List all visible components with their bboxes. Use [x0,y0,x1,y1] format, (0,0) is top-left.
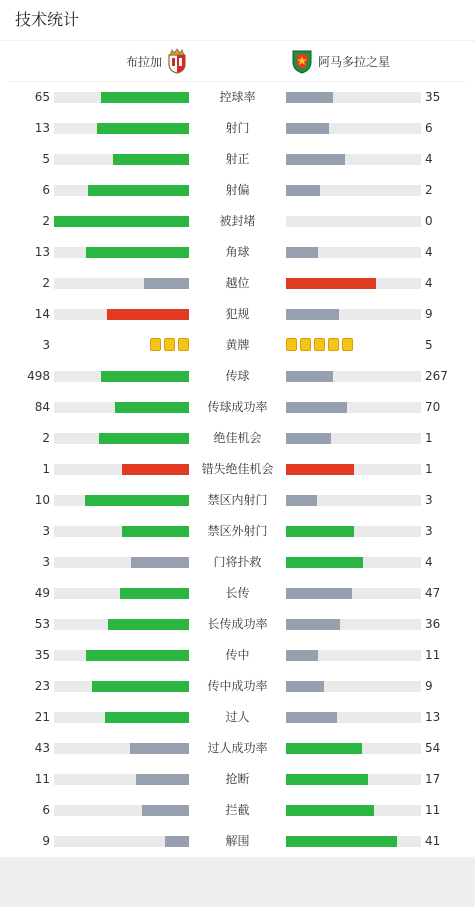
away-value: 2 [425,183,433,197]
home-bar-track [54,619,189,630]
away-team-crest-icon [291,48,313,74]
stat-label: 禁区内射门 [207,493,268,507]
away-bar-track [286,805,421,816]
away-bar-track [286,216,421,227]
home-bar-fill [86,247,189,258]
away-bar-track [286,557,421,568]
home-value: 2 [42,276,50,290]
home-bar-fill [142,805,189,816]
away-value: 6 [425,121,433,135]
stat-row [0,144,475,175]
away-bar-track [286,681,421,692]
away-value: 9 [425,679,433,693]
home-bar-fill [101,92,189,103]
stat-row [0,764,475,795]
home-value: 10 [34,493,50,507]
away-bar-fill [286,185,320,196]
stat-label: 被封堵 [219,214,256,228]
stat-row [0,299,475,330]
home-bar-track [54,402,189,413]
stat-label: 错失绝佳机会 [201,462,274,476]
away-bar-fill [286,123,329,134]
home-bar-track [54,495,189,506]
away-value: 13 [425,710,441,724]
away-value: 4 [425,152,433,166]
yellow-card-icon [286,338,297,351]
stat-row [0,640,475,671]
home-team-crest-icon [166,48,188,74]
home-value: 498 [27,369,50,383]
stat-label: 犯规 [225,307,250,321]
away-bar-fill [286,557,363,568]
home-bar-track [54,247,189,258]
away-bar-track [286,619,421,630]
home-bar-fill [54,216,189,227]
home-value: 84 [34,400,50,414]
away-bar-fill [286,371,333,382]
home-value: 21 [34,710,50,724]
away-bar-track [286,278,421,289]
away-value: 4 [425,276,433,290]
away-bar-fill [286,464,354,475]
away-bar-track [286,743,421,754]
away-bar-track [286,123,421,134]
away-bar-fill [286,650,318,661]
stat-label: 长传 [225,586,250,600]
away-bar-fill [286,309,339,320]
stat-label: 传球成功率 [207,400,268,414]
away-bar-fill [286,247,318,258]
yellow-card-icon [300,338,311,351]
yellow-card-icon [178,338,189,351]
home-value: 5 [42,152,50,166]
away-bar-track [286,402,421,413]
home-bar-fill [120,588,189,599]
home-bar-track [54,774,189,785]
home-bar-track [54,681,189,692]
stat-label: 拦截 [225,803,250,817]
home-bar-fill [122,526,190,537]
home-bar-fill [113,154,189,165]
stat-label: 传中成功率 [207,679,268,693]
away-bar-track [286,185,421,196]
stat-row [0,237,475,268]
home-bar-track [54,371,189,382]
stat-row [0,578,475,609]
home-value: 11 [34,772,50,786]
stat-label: 黄牌 [225,338,250,352]
home-value: 35 [34,648,50,662]
away-bar-fill [286,92,333,103]
home-bar-track [54,92,189,103]
home-bar-fill [108,619,189,630]
home-bar-fill [165,836,189,847]
home-value: 2 [42,214,50,228]
stat-label: 射偏 [225,183,250,197]
yellow-card-icon [150,338,161,351]
away-bar-fill [286,495,317,506]
home-bar-track [54,216,189,227]
yellow-card-icon [328,338,339,351]
home-team[interactable] [126,41,188,81]
away-value: 54 [425,741,441,755]
away-team-name: 阿马多拉之星 [318,54,391,69]
away-value: 267 [425,369,448,383]
away-bar-fill [286,681,324,692]
away-bar-track [286,774,421,785]
away-bar-track [286,495,421,506]
away-value: 1 [425,431,433,445]
stat-label: 禁区外射门 [207,524,268,538]
stat-row [0,733,475,764]
home-value: 1 [42,462,50,476]
away-bar-fill [286,278,376,289]
home-bar-track [54,309,189,320]
home-bar-track [54,464,189,475]
away-bar-fill [286,619,340,630]
yellow-card-icon [342,338,353,351]
home-bar-fill [88,185,189,196]
stat-row [0,268,475,299]
home-bar-track [54,805,189,816]
away-value: 4 [425,245,433,259]
home-bar-track [54,743,189,754]
stat-row [0,826,475,857]
home-bar-track [54,526,189,537]
stat-label: 抢断 [225,772,250,786]
away-value: 35 [425,90,441,104]
home-value: 53 [34,617,50,631]
away-bar-fill [286,588,352,599]
home-bar-fill [86,650,189,661]
home-bar-fill [130,743,189,754]
home-value: 49 [34,586,50,600]
home-value: 65 [34,90,50,104]
away-bar-fill [286,154,345,165]
home-value: 43 [34,741,50,755]
away-bar-track [286,836,421,847]
stat-label: 门将扑救 [213,555,262,569]
page-title: 技术统计 [15,10,80,29]
home-bar-track [54,588,189,599]
away-bar-fill [286,433,331,444]
home-bar-fill [136,774,189,785]
away-value: 70 [425,400,441,414]
home-value: 3 [42,338,50,352]
home-value: 3 [42,524,50,538]
stat-label: 绝佳机会 [213,431,262,445]
stat-row [0,516,475,547]
home-bar-track [54,433,189,444]
stat-label: 传球 [225,369,250,383]
away-bar-fill [286,743,362,754]
stat-row [0,485,475,516]
home-yellow-cards [150,338,189,353]
home-bar-fill [115,402,189,413]
away-value: 17 [425,772,441,786]
home-bar-fill [97,123,189,134]
home-bar-fill [144,278,189,289]
away-bar-fill [286,402,347,413]
home-bar-track [54,154,189,165]
home-bar-fill [85,495,189,506]
home-bar-fill [107,309,189,320]
home-value: 6 [42,803,50,817]
stat-row [0,702,475,733]
away-bar-track [286,433,421,444]
home-value: 6 [42,183,50,197]
home-bar-fill [105,712,189,723]
stats-list [0,82,475,857]
away-bar-track [286,309,421,320]
home-bar-fill [101,371,189,382]
away-bar-fill [286,712,337,723]
away-bar-track [286,154,421,165]
home-value: 9 [42,834,50,848]
away-bar-track [286,464,421,475]
home-bar-track [54,123,189,134]
stat-label: 射正 [225,152,250,166]
stat-label: 过人成功率 [207,741,268,755]
home-bar-fill [122,464,190,475]
away-bar-track [286,92,421,103]
stat-row [0,206,475,237]
stat-label: 解围 [225,834,250,848]
home-bar-track [54,836,189,847]
home-bar-track [54,278,189,289]
away-bar-fill [286,526,354,537]
stat-row [0,454,475,485]
away-value: 3 [425,524,433,538]
stat-row [0,392,475,423]
home-bar-track [54,650,189,661]
away-value: 11 [425,648,441,662]
away-value: 4 [425,555,433,569]
home-bar-fill [131,557,189,568]
home-value: 13 [34,245,50,259]
stat-label: 射门 [225,121,250,135]
stat-row [0,547,475,578]
stat-row [0,609,475,640]
stat-label: 传中 [225,648,250,662]
home-bar-track [54,712,189,723]
home-value: 23 [34,679,50,693]
away-value: 1 [425,462,433,476]
away-team[interactable] [291,41,390,81]
home-value: 14 [34,307,50,321]
home-team-name: 布拉加 [125,54,162,69]
away-value: 41 [425,834,441,848]
away-bar-fill [286,836,397,847]
away-bar-fill [286,774,368,785]
away-bar-track [286,588,421,599]
away-value: 9 [425,307,433,321]
away-value: 47 [425,586,441,600]
away-value: 5 [425,338,433,352]
away-value: 3 [425,493,433,507]
home-value: 3 [42,555,50,569]
stat-row [0,175,475,206]
away-bar-track [286,526,421,537]
stat-row [0,671,475,702]
away-bar-track [286,650,421,661]
stat-row [0,82,475,113]
stat-row [0,113,475,144]
stat-label: 越位 [225,276,250,290]
team-header [0,41,475,81]
away-value: 36 [425,617,441,631]
stat-label: 控球率 [219,90,256,104]
away-bar-fill [286,805,374,816]
stat-label: 长传成功率 [207,617,268,631]
stat-row [0,330,475,361]
home-bar-track [54,557,189,568]
away-bar-track [286,247,421,258]
away-value: 0 [425,214,433,228]
home-value: 13 [34,121,50,135]
yellow-card-icon [314,338,325,351]
stat-label: 过人 [225,710,250,724]
away-yellow-cards [286,338,353,353]
stat-row [0,795,475,826]
yellow-card-icon [164,338,175,351]
home-bar-track [54,185,189,196]
home-value: 2 [42,431,50,445]
home-bar-fill [99,433,189,444]
away-value: 11 [425,803,441,817]
stat-label: 角球 [225,245,250,259]
away-bar-track [286,712,421,723]
home-bar-fill [92,681,189,692]
stat-row [0,361,475,392]
stat-row [0,423,475,454]
away-bar-track [286,371,421,382]
